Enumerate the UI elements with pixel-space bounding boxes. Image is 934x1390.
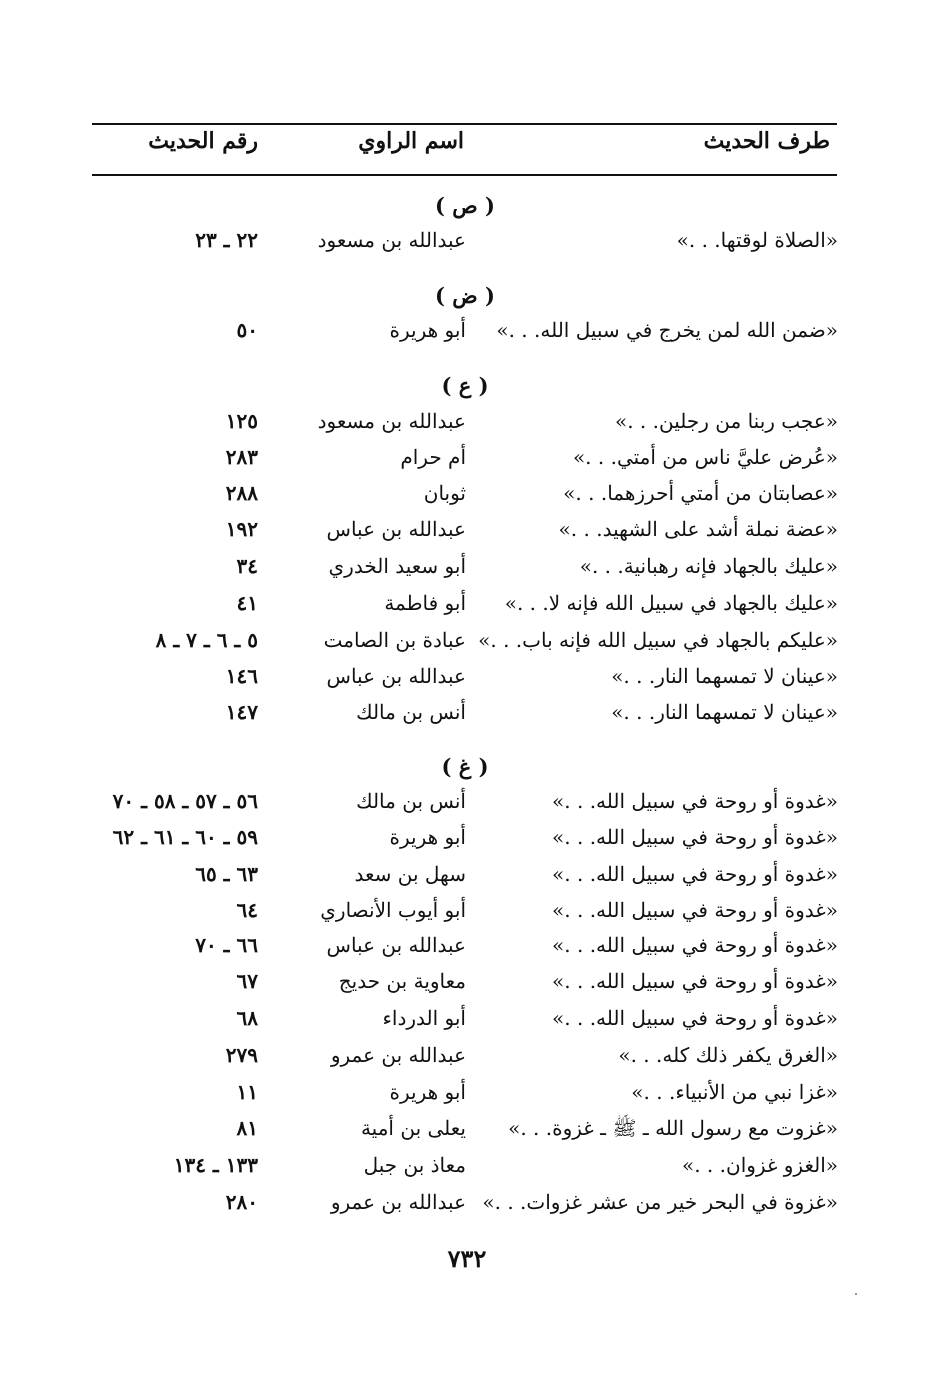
index-row <box>0 1006 934 1040</box>
hadith-number: ٥٦ ـ ٥٧ ـ ٥٨ ـ ٧٠ <box>112 789 258 813</box>
index-row <box>0 409 934 443</box>
hadith-number: ٢٢ ـ ٢٣ <box>195 228 258 252</box>
index-row <box>0 318 934 352</box>
hadith-number: ٦٤ <box>236 898 258 922</box>
index-row <box>0 825 934 859</box>
index-row <box>0 1080 934 1114</box>
index-row <box>0 481 934 515</box>
index-row <box>0 554 934 588</box>
hadith-number: ١٩٢ <box>225 517 258 541</box>
hadith-column-header: طرف الحديث <box>703 128 830 154</box>
index-row <box>0 1043 934 1077</box>
hadith-number: ٦٣ ـ ٦٥ <box>195 862 258 886</box>
hadith-number: ٢٨٣ <box>225 445 258 469</box>
hadith-number: ١٤٧ <box>225 700 258 724</box>
index-row <box>0 445 934 479</box>
narrator-name: أبو هريرة <box>389 1080 466 1104</box>
hadith-text: «عُرض عليَّ ناس من أمتي. . .» <box>572 445 838 469</box>
narrator-name: أنس بن مالك <box>356 789 466 813</box>
index-row <box>0 628 934 662</box>
index-row <box>0 700 934 734</box>
index-row <box>0 1190 934 1224</box>
hadith-text: «الصلاة لوقتها. . .» <box>676 228 838 252</box>
hadith-text: «غزوت مع رسول الله ـ ﷺ ـ غزوة. . .» <box>508 1116 838 1140</box>
narrator-name: أبو الدرداء <box>382 1006 466 1030</box>
hadith-text: «غدوة أو روحة في سبيل الله. . .» <box>552 789 838 813</box>
index-row <box>0 1153 934 1187</box>
narrator-name: أبو فاطمة <box>384 591 466 615</box>
index-row <box>0 933 934 967</box>
narrator-name: أبو أيوب الأنصاري <box>320 898 466 922</box>
hadith-text: «الغزو غزوان. . .» <box>681 1153 838 1177</box>
hadith-text: «عليك بالجهاد في سبيل الله فإنه لا. . .» <box>504 591 838 615</box>
index-row <box>0 228 934 262</box>
hadith-text: «عينان لا تمسهما النار. . .» <box>611 664 838 688</box>
page-number: ٧٣٢ <box>447 1244 487 1273</box>
hadith-text: «غدوة أو روحة في سبيل الله. . .» <box>552 898 838 922</box>
narrator-name: عبدالله بن عباس <box>326 664 466 688</box>
hadith-number: ١٢٥ <box>225 409 258 433</box>
hadith-number: ٦٦ ـ ٧٠ <box>195 933 258 957</box>
hadith-text: «غدوة أو روحة في سبيل الله. . .» <box>552 862 838 886</box>
header-top-rule <box>92 123 837 125</box>
narrator-name: عبدالله بن عباس <box>326 517 466 541</box>
hadith-number: ٤١ <box>236 591 258 615</box>
narrator-name: ثوبان <box>423 481 466 505</box>
narrator-name: أبو هريرة <box>389 318 466 342</box>
hadith-text: «غزا نبي من الأنبياء. . .» <box>631 1080 838 1104</box>
hadith-text: «غدوة أو روحة في سبيل الله. . .» <box>552 933 838 957</box>
hadith-number: ١١ <box>236 1080 258 1104</box>
narrator-name: يعلى بن أمية <box>360 1116 466 1140</box>
hadith-number: ١٤٦ <box>225 664 258 688</box>
hadith-number: ٢٧٩ <box>225 1043 258 1067</box>
hadith-number: ٣٤ <box>236 554 258 578</box>
hadith-text: «غزوة في البحر خير من عشر غزوات. . .» <box>482 1190 838 1214</box>
index-row <box>0 862 934 896</box>
narrator-name: أم حرام <box>400 445 466 469</box>
index-row <box>0 898 934 932</box>
index-row <box>0 591 934 625</box>
section-letter: ( ع ) <box>441 373 489 398</box>
narrator-name: معاذ بن جبل <box>363 1153 466 1177</box>
narrator-name: عبدالله بن عباس <box>326 933 466 957</box>
index-row <box>0 1116 934 1150</box>
section-letter: ( ص ) <box>435 193 495 218</box>
hadith-text: «الغرق يكفر ذلك كله. . .» <box>618 1043 838 1067</box>
hadith-text: «غدوة أو روحة في سبيل الله. . .» <box>552 1006 838 1030</box>
hadith-text: «عليك بالجهاد فإنه رهبانية. . .» <box>579 554 838 578</box>
hadith-text: «عينان لا تمسهما النار. . .» <box>611 700 838 724</box>
hadith-text: «ضمن الله لمن يخرج في سبيل الله. . .» <box>496 318 838 342</box>
narrator-name: أبو هريرة <box>389 825 466 849</box>
narrator-name: عبادة بن الصامت <box>323 628 466 652</box>
hadith-number: ٦٨ <box>236 1006 258 1030</box>
hadith-number: ٢٨٨ <box>225 481 258 505</box>
number-column-header: رقم الحديث <box>148 128 258 154</box>
narrator-name: معاوية بن حديج <box>338 969 466 993</box>
hadith-number: ٢٨٠ <box>225 1190 258 1214</box>
hadith-number: ٦٧ <box>236 969 258 993</box>
narrator-name: عبدالله بن مسعود <box>317 228 466 252</box>
index-row <box>0 517 934 551</box>
narrator-column-header: اسم الراوي <box>358 128 464 154</box>
index-row <box>0 969 934 1003</box>
index-row <box>0 789 934 823</box>
speck <box>855 1293 857 1295</box>
narrator-name: عبدالله بن عمرو <box>330 1043 466 1067</box>
narrator-name: سهل بن سعد <box>354 862 466 886</box>
hadith-number: ١٣٣ ـ ١٣٤ <box>173 1153 258 1177</box>
hadith-number: ٨١ <box>236 1116 258 1140</box>
hadith-text: «عليكم بالجهاد في سبيل الله فإنه باب. . .» <box>478 628 838 652</box>
hadith-text: «عصابتان من أمتي أحرزهما. . .» <box>563 481 838 505</box>
hadith-text: «غدوة أو روحة في سبيل الله. . .» <box>552 969 838 993</box>
index-row <box>0 664 934 698</box>
narrator-name: عبدالله بن عمرو <box>330 1190 466 1214</box>
hadith-text: «عجب ربنا من رجلين. . .» <box>614 409 838 433</box>
narrator-name: أبو سعيد الخدري <box>328 554 466 578</box>
hadith-number: ٥ ـ ٦ ـ ٧ ـ ٨ <box>155 628 258 652</box>
hadith-text: «عضة نملة أشد على الشهيد. . .» <box>558 517 838 541</box>
header-bottom-rule <box>92 174 837 176</box>
hadith-number: ٥٠ <box>236 318 258 342</box>
hadith-number: ٥٩ ـ ٦٠ ـ ٦١ ـ ٦٢ <box>112 825 258 849</box>
hadith-text: «غدوة أو روحة في سبيل الله. . .» <box>552 825 838 849</box>
section-letter: ( غ ) <box>441 754 489 779</box>
narrator-name: عبدالله بن مسعود <box>317 409 466 433</box>
narrator-name: أنس بن مالك <box>356 700 466 724</box>
section-letter: ( ض ) <box>435 283 495 308</box>
